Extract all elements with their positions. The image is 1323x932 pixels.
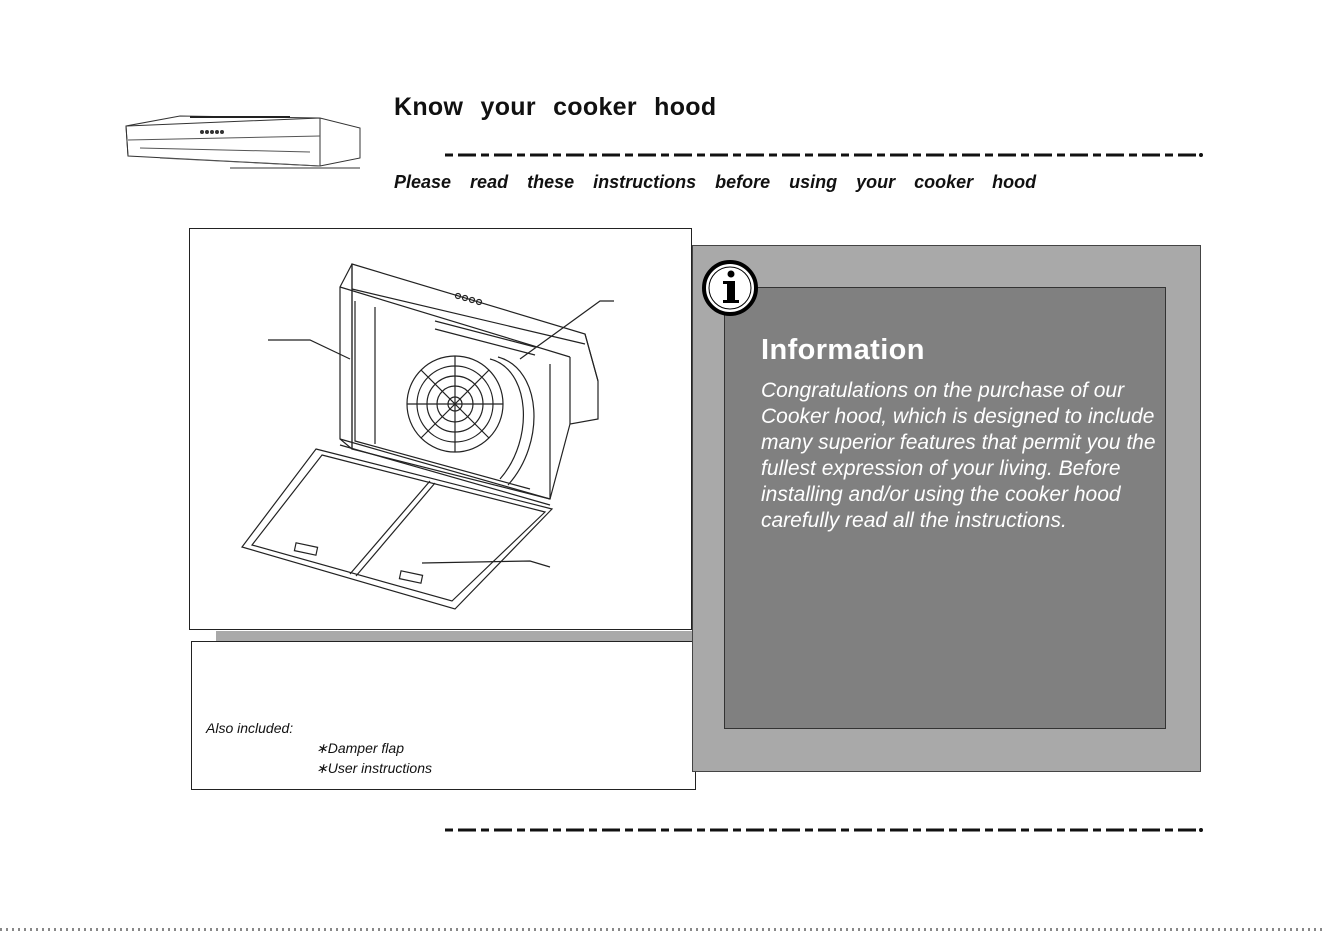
- included-item: ∗Damper flap: [316, 740, 404, 756]
- dash-divider: [445, 827, 1205, 833]
- info-panel: [724, 287, 1166, 729]
- dash-divider: [445, 152, 1205, 158]
- panel-shadow: [216, 631, 693, 641]
- page-subtitle: Please read these instructions before using your cooker hood: [394, 172, 1037, 192]
- info-title: Information: [761, 334, 925, 366]
- info-icon: [702, 260, 758, 316]
- hood-exploded-diagram: [190, 229, 691, 629]
- included-items-box: [191, 641, 696, 790]
- included-item: ∗User instructions: [316, 760, 432, 776]
- included-label: Also included:: [206, 720, 294, 736]
- info-body: Congratulations on the purchase of our Cooker hood, which is designed to include many superior features that permit you the fullest expression of your living. Before installing and/or using the cooker hood carefully read all the instructions.: [761, 379, 1156, 532]
- hood-diagram-panel: [189, 228, 692, 630]
- cooker-hood-thumbnail: [120, 108, 365, 174]
- page-edge: [0, 928, 1323, 931]
- page-title: Know your cooker hood: [394, 93, 717, 121]
